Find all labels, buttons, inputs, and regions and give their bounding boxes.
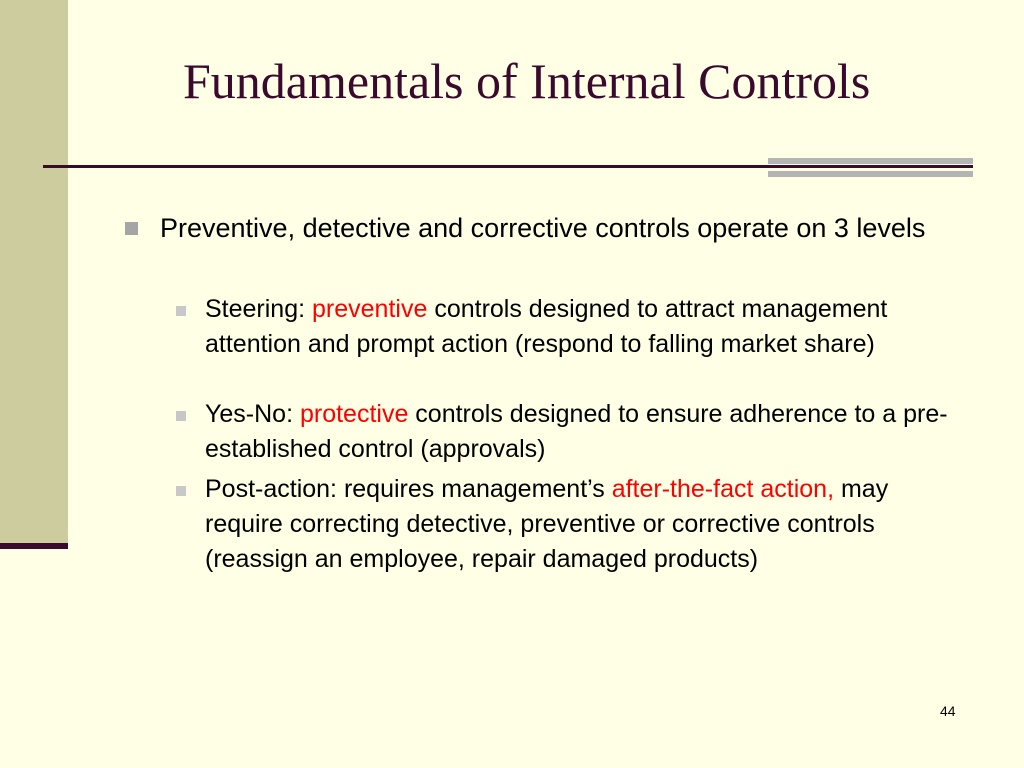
square-bullet-icon [176,486,186,496]
sub-bullet-text: may require correcting detective, preventive or corrective controls (reassign an employee, repair damaged products) [205,475,889,573]
slide-title: Fundamentals of Internal Controls [183,53,871,109]
sub-bullet-lead: Post-action: requires management’s [205,475,612,503]
slide-number: 44 [940,703,956,719]
sub-bullet-highlight: protective [299,400,409,428]
sub-bullet-text: controls designed to attract management attention and prompt action (respond to falling market share) [205,295,888,358]
sub-bullet-highlight: preventive [312,295,428,323]
sub-bullet-text: controls designed to ensure adherence to a pre-established control (approvals) [205,400,948,463]
sub-bullet-lead: Steering: [205,295,313,323]
sub-bullet-post-action [205,472,965,577]
sub-bullet-lead: Yes-No: [205,400,300,428]
main-bullet: Preventive, detective and corrective controls operate on 3 levels [160,213,926,243]
square-bullet-icon [176,411,186,421]
sub-bullet-yes-no [205,397,965,467]
square-bullet-icon [125,222,138,235]
square-bullet-icon [176,306,186,316]
sub-bullet-highlight: after-the-fact action, [611,475,835,503]
sub-bullet-steering [205,292,965,362]
